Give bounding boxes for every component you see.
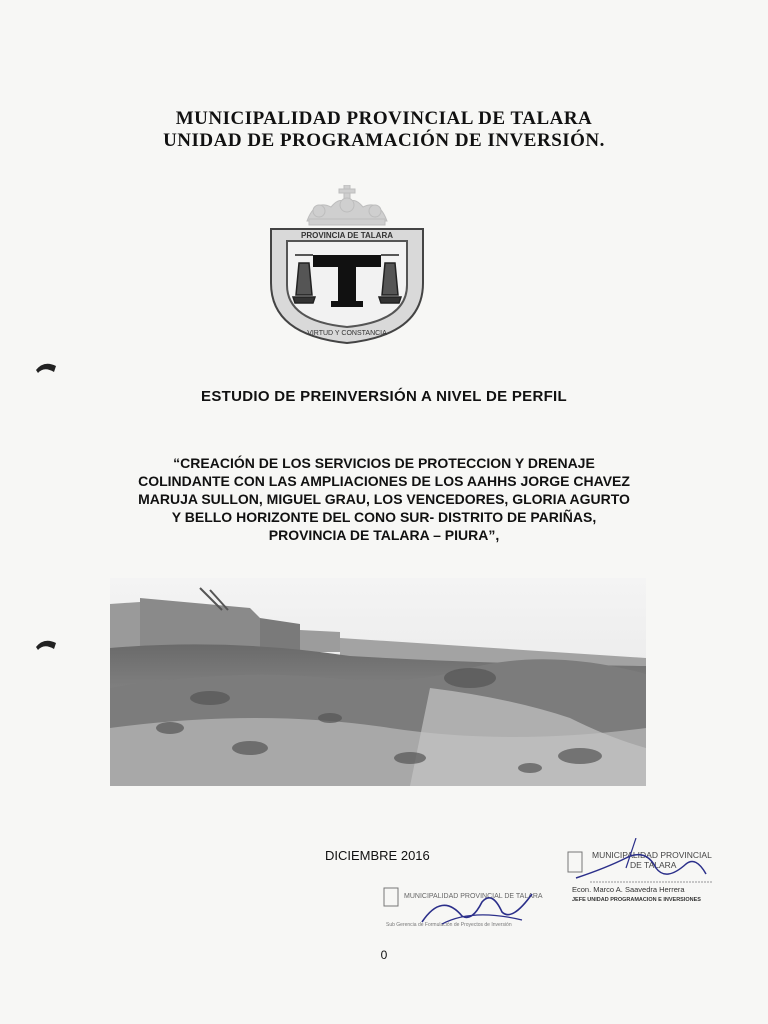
- project-title-line: Y BELLO HORIZONTE DEL CONO SUR- DISTRITO DE PARIÑAS,: [171, 509, 597, 525]
- stamp-left-line2: Sub Gerencia de Formulación de Proyectos de Inversión: [386, 922, 512, 928]
- hole-punch-mark: [34, 637, 58, 651]
- crest-top-text: PROVINCIA DE TALARA: [301, 231, 393, 240]
- project-title-line: MARUJA SULLON, MIGUEL GRAU, LOS VENCEDORES, GLORIA AGURTO: [138, 491, 630, 507]
- project-title-line: PROVINCIA DE TALARA – PIURA”,: [268, 527, 500, 543]
- stamp-right-line2: DE TALARA: [630, 860, 677, 870]
- official-stamp-left: [382, 882, 552, 932]
- header-line-1: MUNICIPALIDAD PROVINCIAL DE TALARA: [175, 108, 593, 129]
- header-line-2: UNIDAD DE PROGRAMACIÓN DE INVERSIÓN.: [163, 130, 605, 151]
- hole-punch-mark: [34, 360, 58, 374]
- stamp-right-line1: MUNICIPALIDAD PROVINCIAL: [592, 850, 712, 860]
- stamp-right-line3: Econ. Marco A. Saavedra Herrera: [572, 885, 685, 894]
- stamp-right-line4: JEFE UNIDAD PROGRAMACION E INVERSIONES: [572, 897, 701, 903]
- page-number: 0: [380, 948, 388, 962]
- municipal-crest-icon: [265, 185, 430, 345]
- official-stamp-right: [566, 838, 716, 904]
- project-title: [90, 454, 678, 544]
- study-title: ESTUDIO DE PREINVERSIÓN A NIVEL DE PERFIL: [201, 388, 567, 405]
- project-title-line: “CREACIÓN DE LOS SERVICIOS DE PROTECCION Y DRENAJE: [173, 455, 595, 471]
- stamp-left-line1: MUNICIPALIDAD PROVINCIAL DE TALARA: [404, 893, 543, 900]
- site-photo: [110, 578, 646, 786]
- project-title-line: COLINDANTE CON LAS AMPLIACIONES DE LOS AAHHS JORGE CHAVEZ: [138, 473, 630, 489]
- crest-bottom-text: VIRTUD Y CONSTANCIA: [307, 330, 387, 337]
- document-date: DICIEMBRE 2016: [325, 848, 430, 863]
